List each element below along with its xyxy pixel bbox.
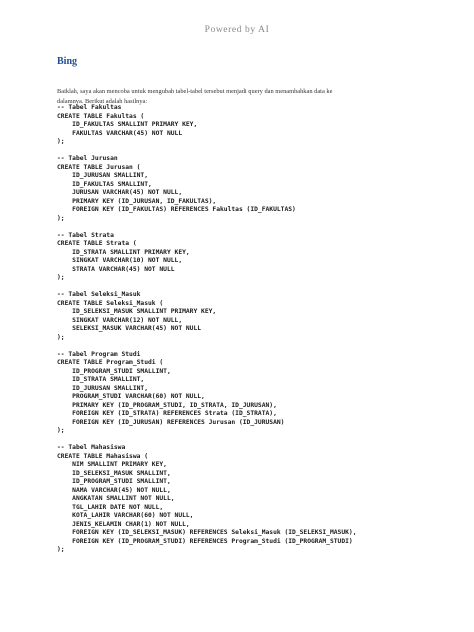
code-line: ID_PROGRAM_STUDI SMALLINT,: [57, 478, 171, 485]
code-line: [57, 147, 357, 156]
code-line: SINGKAT VARCHAR(12) NOT NULL,: [57, 316, 183, 324]
code-line: [57, 342, 357, 351]
bing-label: Bing: [57, 56, 78, 67]
code-line: -- Tabel Program Studi: [57, 350, 141, 358]
code-line: FOREIGN KEY (ID_JURUSAN) REFERENCES Jurusan (ID_JURUSAN): [57, 418, 285, 426]
code-line: ID_SELEKSI_MASUK SMALLINT PRIMARY KEY,: [57, 308, 217, 315]
code-line: NIM SMALLINT PRIMARY KEY,: [57, 461, 167, 468]
code-line: ID_SELEKSI_MASUK SMALLINT,: [57, 469, 171, 477]
code-line: PROGRAM_STUDI VARCHAR(60) NOT NULL,: [57, 393, 205, 400]
sql-code-block: [57, 104, 357, 555]
code-line: ID_PROGRAM_STUDI SMALLINT,: [57, 367, 171, 375]
code-line: );: [57, 427, 65, 434]
code-line: ID_JURUSAN SMALLINT,: [57, 384, 148, 392]
code-line: CREATE TABLE Fakultas (: [57, 112, 145, 120]
code-line: -- Tabel Jurusan: [57, 155, 118, 162]
code-line: );: [57, 333, 65, 341]
code-line: -- Tabel Mahasiswa: [57, 444, 126, 451]
code-line: [57, 436, 357, 445]
code-line: ANGKATAN SMALLINT NOT NULL,: [57, 495, 175, 502]
code-line: JURUSAN VARCHAR(45) NOT NULL,: [57, 189, 183, 196]
code-line: ID_STRATA SMALLINT,: [57, 376, 145, 383]
code-line: CREATE TABLE Jurusan (: [57, 163, 141, 171]
code-line: CREATE TABLE Mahasiswa (: [57, 452, 148, 460]
code-line: KOTA_LAHIR VARCHAR(60) NOT NULL,: [57, 512, 194, 519]
code-line: TGL_LAHIR DATE NOT NULL,: [57, 503, 164, 511]
code-line: -- Tabel Strata: [57, 231, 114, 239]
code-line: FOREIGN KEY (ID_FAKULTAS) REFERENCES Fakultas (ID_FAKULTAS): [57, 206, 296, 213]
code-line: );: [57, 138, 65, 145]
code-line: );: [57, 274, 65, 281]
code-line: FOREIGN KEY (ID_SELEKSI_MASUK) REFERENCES Seleksi_Masuk (ID_SELEKSI_MASUK),: [57, 529, 357, 536]
code-line: ID_JURUSAN SMALLINT,: [57, 172, 148, 179]
intro-line: Baiklah, saya akan mencoba untuk mengubah tabel-tabel tersebut menjadi query dan menambahkan data ke: [57, 88, 333, 95]
code-line: -- Tabel Fakultas: [57, 104, 122, 111]
code-line: FAKULTAS VARCHAR(45) NOT NULL: [57, 129, 183, 137]
code-line: FOREIGN KEY (ID_STRATA) REFERENCES Strata (ID_STRATA),: [57, 410, 277, 417]
code-line: CREATE TABLE Program_Studi (: [57, 359, 164, 366]
code-line: );: [57, 214, 65, 222]
code-line: CREATE TABLE Seleksi_Masuk (: [57, 299, 164, 307]
intro-line: dalamnya. Berikut adalah hasilnya:: [57, 97, 148, 105]
code-line: PRIMARY KEY (ID_PROGRAM_STUDI, ID_STRATA, ID_JURUSAN),: [57, 401, 277, 409]
code-line: -- Tabel Seleksi_Masuk: [57, 291, 141, 298]
code-line: NAMA VARCHAR(45) NOT NULL,: [57, 486, 171, 494]
code-line: CREATE TABLE Strata (: [57, 240, 137, 247]
code-line: [57, 283, 357, 292]
code-line: FOREIGN KEY (ID_PROGRAM_STUDI) REFERENCES Program_Studi (ID_PROGRAM_STUDI): [57, 537, 353, 545]
page-header: Powered by AI: [204, 25, 270, 35]
code-line: [57, 223, 357, 232]
code-line: ID_FAKULTAS SMALLINT PRIMARY KEY,: [57, 121, 198, 128]
code-line: PRIMARY KEY (ID_JURUSAN, ID_FAKULTAS),: [57, 197, 217, 205]
code-line: );: [57, 546, 65, 553]
code-line: SELEKSI_MASUK VARCHAR(45) NOT NULL: [57, 325, 202, 332]
code-line: ID_STRATA SMALLINT PRIMARY KEY,: [57, 248, 190, 256]
code-line: SINGKAT VARCHAR(10) NOT NULL,: [57, 257, 183, 264]
code-line: ID_FAKULTAS SMALLINT,: [57, 180, 152, 188]
code-line: STRATA VARCHAR(45) NOT NULL: [57, 265, 175, 273]
code-line: JENIS_KELAMIN CHAR(1) NOT NULL,: [57, 520, 190, 528]
